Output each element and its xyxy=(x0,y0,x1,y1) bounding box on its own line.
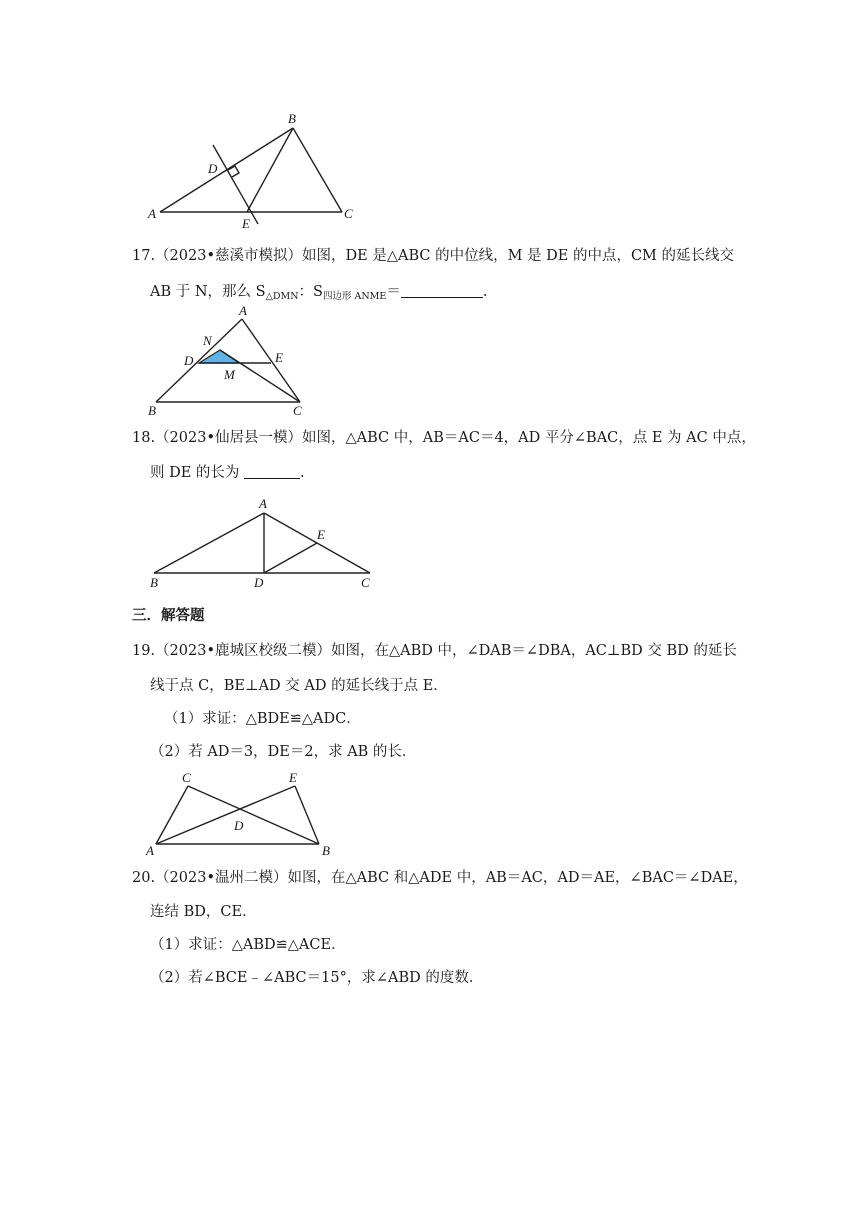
label-C: C xyxy=(182,770,191,785)
label-A: A xyxy=(148,206,156,221)
label-C: C xyxy=(293,403,302,418)
section-title: 三．解答题 xyxy=(132,607,205,624)
answer-blank-q18[interactable] xyxy=(244,464,300,479)
q17-sub1: △DMN xyxy=(265,291,299,302)
figure-q18 xyxy=(140,493,380,598)
label-C: C xyxy=(361,575,370,590)
label-E: E xyxy=(317,527,325,542)
label-E: E xyxy=(289,770,297,785)
q17-sub2: 四边形 ANME xyxy=(322,291,387,302)
label-E: E xyxy=(242,216,250,231)
q17-text-b: ：S xyxy=(298,284,323,300)
q19-line2: 线于点 C，BE⊥AD 交 AD 的延长线于点 E． xyxy=(150,678,448,694)
label-A: A xyxy=(259,496,267,511)
label-M: M xyxy=(224,367,235,382)
label-A: A xyxy=(146,843,154,858)
label-B: B xyxy=(150,575,158,590)
label-B: B xyxy=(148,403,156,418)
figure-q17 xyxy=(140,305,320,420)
q17-line2 xyxy=(150,282,487,307)
figure-q19 xyxy=(140,768,350,860)
label-B: B xyxy=(288,111,296,126)
q19-part1: （1）求证：△BDE≌△ADC． xyxy=(164,711,361,727)
q18-line1: 18.（2023•仙居县一模）如图，△ABC 中，AB＝AC＝4，AD 平分∠BAC，点 E 为 AC 中点， xyxy=(132,430,756,446)
q17-text-a: AB 于 N，那么 S xyxy=(150,284,266,300)
q17-end: . xyxy=(482,284,488,300)
label-A: A xyxy=(239,303,247,318)
q18-text: 则 DE 的长为 xyxy=(150,465,240,481)
q19-part2: （2）若 AD＝3，DE＝2，求 AB 的长． xyxy=(150,744,417,760)
label-D: D xyxy=(234,818,244,833)
q17-line1: 17.（2023•慈溪市模拟）如图，DE 是△ABC 的中位线，M 是 DE 的中点，CM 的延长线交 xyxy=(132,248,735,264)
figure-q16 xyxy=(140,108,380,233)
q17-text-c: ＝ xyxy=(386,284,401,300)
q19-line1: 19.（2023•鹿城区校级二模）如图，在△ABD 中，∠DAB＝∠DBA，AC⊥BD 交 BD 的延长 xyxy=(132,643,737,659)
label-C: C xyxy=(344,206,353,221)
label-E: E xyxy=(275,350,283,365)
answer-blank-q17[interactable] xyxy=(401,283,483,298)
q20-line2: 连结 BD，CE． xyxy=(150,904,257,920)
q20-part1: （1）求证：△ABD≌△ACE． xyxy=(150,937,346,953)
label-N: N xyxy=(203,333,212,348)
label-D: D xyxy=(254,575,264,590)
q20-line1: 20.（2023•温州二模）如图，在△ABC 和△ADE 中，AB＝AC，AD＝AE，∠BAC＝∠DAE， xyxy=(132,870,748,886)
q18-line2 xyxy=(150,463,305,483)
q18-end: . xyxy=(300,465,305,481)
label-D: D xyxy=(184,353,194,368)
shaded-triangle-dmn xyxy=(199,350,239,363)
q20-part2: （2）若∠BCE﹣∠ABC＝15°，求∠ABD 的度数． xyxy=(150,970,484,986)
label-D: D xyxy=(208,161,218,176)
label-B: B xyxy=(322,843,330,858)
